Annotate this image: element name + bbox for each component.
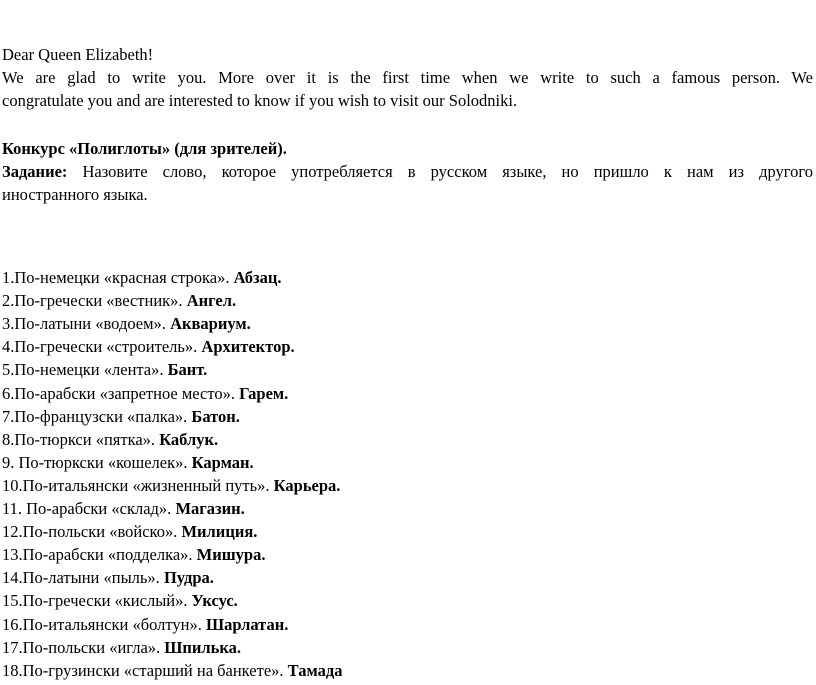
list-item [2,406,240,428]
list-item-question: 6.По-арабски «запретное место». [2,383,240,403]
list-item [2,521,257,543]
list-item [2,267,281,289]
list-item-answer: Каблук. [159,429,219,449]
list-item-answer: Шарлатан. [205,614,289,634]
list-item-question: 16.По-итальянски «болтун». [2,614,206,634]
task-text: Назовите слово, которое употребляется в русском языке, но пришло к нам из другого [67,162,813,181]
list-item-question: 18.По-грузински «старший на банкете». [2,660,288,680]
list-item-question: 9. По-тюркски «кошелек». [2,452,192,472]
list-item-question: 4.По-гречески «строитель». [2,337,202,357]
list-item [2,383,288,405]
list-item [2,313,251,335]
list-item [2,336,295,358]
list-item-answer: Архитектор. [201,337,295,357]
list-item [2,290,236,312]
list-item-answer: Уксус. [191,591,238,611]
task-line-1 [2,161,813,184]
list-item-question: 8.По-тюркси «пятка». [2,429,160,449]
list-item-question: 17.По-польски «игла». [2,637,165,657]
list-item [2,359,207,381]
list-item-question: 7.По-французски «палка». [2,406,192,426]
list-item-question: 15.По-гречески «кислый». [2,591,192,611]
list-item-question: 14.По-латыни «пыль». [2,568,164,588]
list-item-question: 3.По-латыни «водоем». [2,314,171,334]
list-item [2,637,241,659]
list-item [2,590,238,612]
list-item-answer: Ангел. [186,291,237,311]
list-item-question: 11. По-арабски «склад». [2,499,176,518]
list-item [2,429,218,451]
list-item [2,475,340,497]
list-item-question: 5.По-немецки «лента». [2,360,168,380]
list-item-answer: Тамада [287,660,343,680]
list-item [2,567,214,589]
list-item-answer: Батон. [191,406,240,426]
list-item-answer: Карман. [191,452,254,472]
list-item-answer: Карьера. [273,475,341,495]
list-item [2,498,245,520]
list-item-answer: Шпилька. [164,637,242,657]
list-item [2,452,254,474]
task-label: Задание: [2,162,68,181]
list-item [2,544,265,566]
list-item-answer: Пудра. [163,568,214,588]
list-item-question: 2.По-гречески «вестник». [2,291,187,311]
list-item-answer: Бант. [167,360,208,380]
letter-salutation: Dear Queen Elizabeth! [2,45,154,64]
task-line-2: иностранного языка. [2,185,148,204]
letter-body-line-1: We are glad to write you. More over it is the first time when we write to such a famous person. We [2,68,813,87]
list-item-question: 12.По-польски «войско». [2,522,182,542]
list-item-answer: Магазин. [175,499,245,518]
contest-title-text: Конкурс «Полиглоты» (для зрителей). [2,139,287,158]
list-item-question: 13.По-арабски «подделка». [2,545,197,565]
list-item [2,660,342,682]
list-item-answer: Гарем. [239,383,289,403]
contest-title [2,138,287,160]
list-item [2,614,288,636]
letter-body-line-2: congratulate you and are interested to know if you wish to visit our Solodniki. [2,91,518,110]
list-item-answer: Милиция. [181,522,258,542]
list-item-question: 1.По-немецки «красная строка». [2,268,234,287]
list-item-answer: Аквариум. [170,314,251,334]
list-item-question: 10.По-итальянски «жизненный путь». [2,475,274,495]
list-item-answer: Абзац. [233,268,282,287]
list-item-answer: Мишура. [196,545,266,565]
